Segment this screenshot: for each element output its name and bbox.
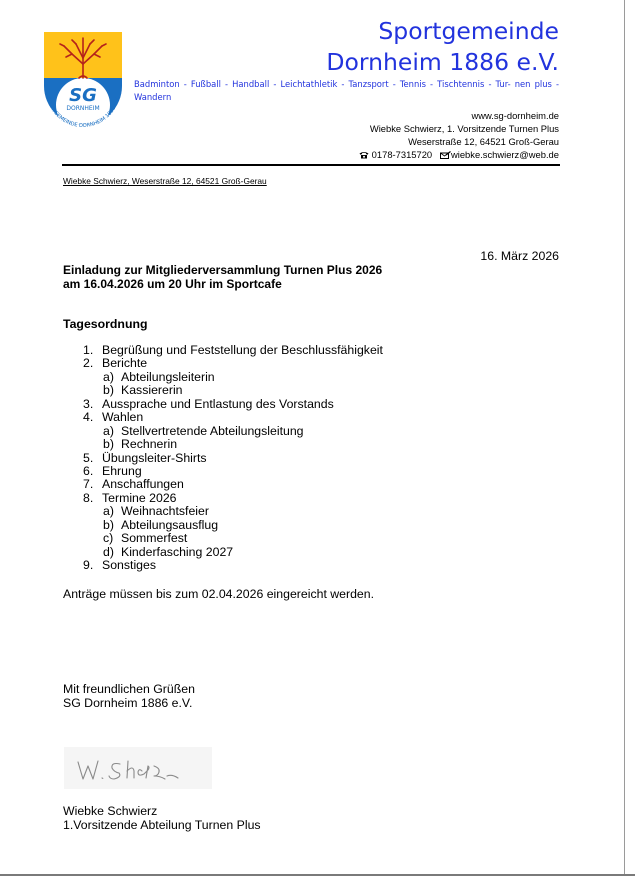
signer-title: 1.Vorsitzende Abteilung Turnen Plus [63,818,261,832]
signer [63,804,261,832]
signer-name: Wiebke Schwierz [63,804,158,818]
contact-phone: 0178-7315720 [371,149,433,160]
mail-icon [440,151,451,159]
header-divider [62,164,560,166]
club-name-line2: Dornheim 1886 e.V. [326,48,559,76]
return-address: Wiebke Schwierz, Weserstraße 12, 64521 Groß-Gerau [63,176,267,186]
club-logo [42,30,124,130]
deadline-note: Anträge müssen bis zum 02.04.2026 eingereicht werden. [63,587,375,601]
greeting: Mit freundlichen Grüßen [63,682,195,696]
club-name-line1: Sportgemeinde [378,17,559,45]
contact-person: Wiebke Schwierz, 1. Vorsitzende Turnen Plus [369,123,559,134]
subject-line-1: Einladung zur Mitgliederversammlung Turnen Plus 2026 [63,263,383,277]
sports-list: Badminton - Fußball - Handball - Leichtathletik - Tanzsport - Tennis - Tischtennis - Tur- nen plus - Wandern [134,79,559,102]
agenda-title: Tagesordnung [63,317,148,331]
subject-line-2: am 16.04.2026 um 20 Uhr im Sportcafe [63,277,282,291]
letter-subject [63,263,382,291]
closing [63,682,195,710]
contact-block [359,109,559,161]
contact-email[interactable]: wiebke.schwierz@web.de [450,149,559,160]
website-link[interactable]: www.sg-dornheim.de [471,110,559,121]
logo-ring-text: SPORTGEMEINDE DORNHEIM 1886 e.V. [44,96,122,130]
letter-date: 16. März 2026 [480,249,559,263]
page-edge-right [624,0,625,876]
handwritten-signature [64,747,212,789]
logo-initials: SG [69,85,97,106]
greeting-org: SG Dornheim 1886 e.V. [63,696,193,710]
phone-icon [359,151,369,159]
logo-town: DORNHEIM [66,105,100,112]
contact-phone-email [359,148,559,161]
contact-address: Weserstraße 12, 64521 Groß-Gerau [408,136,559,147]
club-name [326,16,559,78]
